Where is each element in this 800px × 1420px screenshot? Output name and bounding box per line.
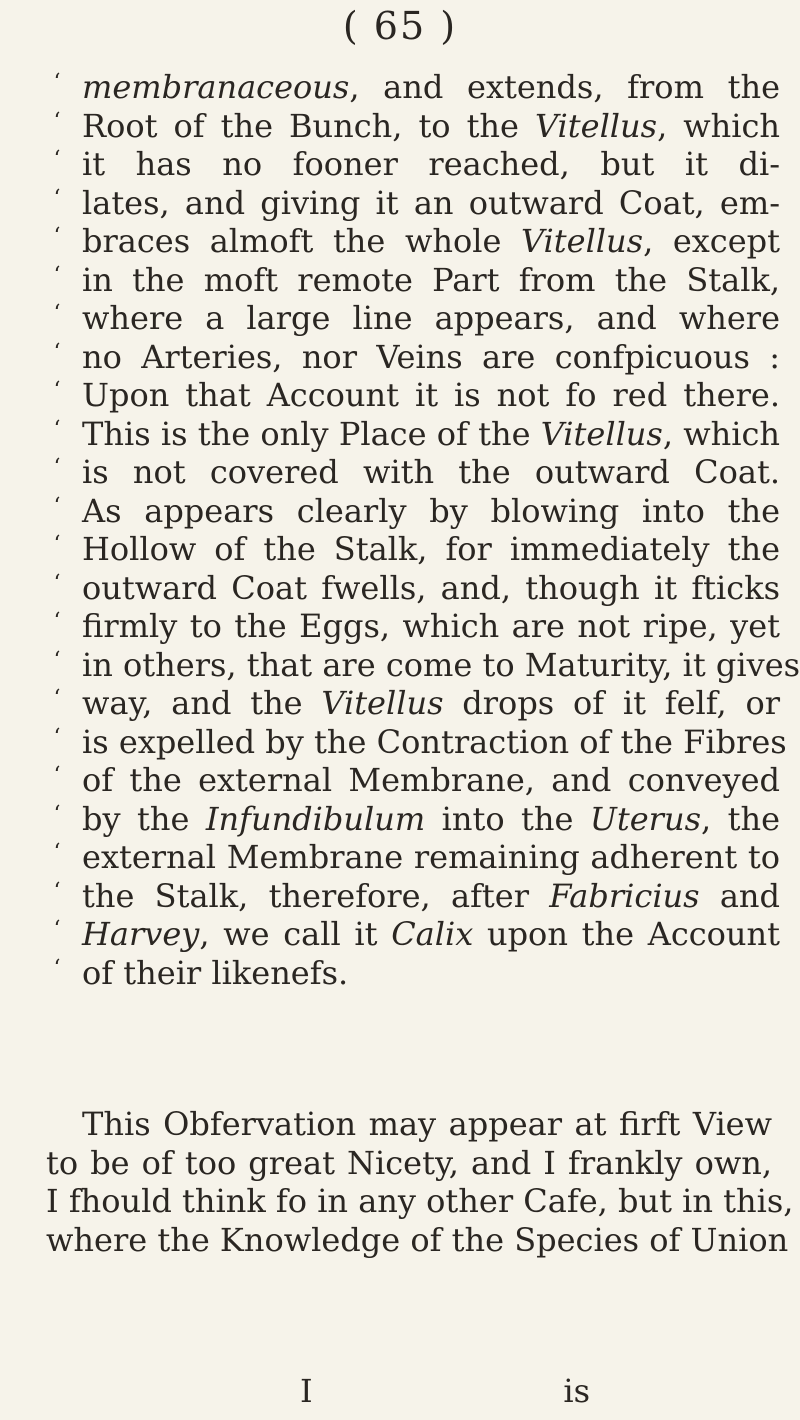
quote-line-text bbox=[82, 800, 780, 839]
text-run: Hollow of the Stalk, for immediately the bbox=[82, 530, 780, 568]
quote-line bbox=[44, 607, 780, 646]
paragraph-line bbox=[82, 1105, 772, 1144]
quote-mark: ‘ bbox=[53, 493, 61, 519]
body-paragraph bbox=[46, 1105, 794, 1259]
text-run: the Stalk, therefore, after bbox=[82, 876, 550, 915]
quote-line-text bbox=[82, 453, 780, 492]
quote-line bbox=[44, 722, 787, 762]
quote-line-text bbox=[82, 107, 780, 146]
quote-line bbox=[44, 492, 780, 531]
page-footer bbox=[300, 1372, 590, 1410]
quote-line-text bbox=[82, 761, 780, 800]
text-run: of their likenefs. bbox=[82, 953, 349, 992]
text-run: of the external Membrane, and conveyed bbox=[82, 761, 780, 799]
italic-term: Vitellus bbox=[540, 414, 663, 453]
italic-term: Vitellus bbox=[534, 106, 658, 145]
quote-line-text bbox=[82, 645, 800, 685]
quote-line bbox=[44, 838, 780, 877]
text-run: by the bbox=[82, 799, 206, 838]
quote-line-text bbox=[82, 607, 780, 646]
paragraph-line-text: I fhould think fo in any other Cafe, but in this, bbox=[46, 1182, 794, 1220]
text-run: braces almoft the whole bbox=[82, 222, 521, 260]
text-run: , which bbox=[662, 414, 781, 453]
quote-mark: ‘ bbox=[53, 185, 61, 211]
quote-mark: ‘ bbox=[53, 378, 61, 403]
quote-line-text bbox=[82, 376, 780, 415]
quote-line-text bbox=[82, 569, 780, 608]
quote-mark: ‘ bbox=[53, 878, 61, 904]
text-run: , except bbox=[643, 222, 781, 260]
text-run: it has no fooner reached, but it di- bbox=[82, 145, 780, 183]
quote-line bbox=[44, 222, 780, 261]
text-run: into the bbox=[425, 799, 590, 838]
quote-line bbox=[44, 530, 780, 569]
quote-line-text bbox=[82, 184, 780, 223]
text-run: in others, that are come to Maturity, it gives bbox=[82, 645, 800, 684]
quote-mark: ‘ bbox=[53, 686, 61, 711]
quote-line-text bbox=[82, 530, 780, 569]
quote-line bbox=[44, 684, 780, 723]
quote-line bbox=[44, 376, 780, 415]
italic-term: Fabricius bbox=[549, 876, 700, 915]
quote-mark: ‘ bbox=[53, 917, 61, 942]
quote-mark: ‘ bbox=[53, 455, 61, 480]
paragraph-line-text: This Obfervation may appear at firft View bbox=[82, 1105, 772, 1143]
text-run: lates, and giving it an outward Coat, em- bbox=[82, 183, 780, 222]
text-run: , which bbox=[657, 106, 781, 145]
quote-line bbox=[44, 645, 800, 685]
quote-line bbox=[44, 453, 780, 492]
quote-line bbox=[44, 761, 780, 800]
quote-line bbox=[44, 145, 780, 184]
quote-mark: ‘ bbox=[53, 647, 61, 673]
italic-term: Vitellus bbox=[321, 684, 444, 722]
quote-mark: ‘ bbox=[53, 532, 61, 557]
quote-line bbox=[44, 800, 780, 839]
quote-mark: ‘ bbox=[53, 339, 61, 365]
text-run: upon the Account bbox=[473, 915, 780, 953]
quote-line bbox=[44, 338, 780, 377]
text-run: , we call it bbox=[199, 915, 392, 953]
quote-mark: ‘ bbox=[53, 108, 61, 134]
quote-mark: ‘ bbox=[53, 801, 61, 827]
quoted-passage bbox=[44, 68, 800, 992]
paragraph-line-text: to be of too great Nicety, and I frankly own, bbox=[46, 1143, 772, 1182]
text-run: external Membrane remaining adherent to bbox=[82, 838, 780, 876]
text-run: outward Coat fwells, and, though it fticks bbox=[82, 568, 780, 607]
italic-term: Harvey bbox=[82, 915, 200, 953]
quote-mark: ‘ bbox=[53, 763, 61, 788]
paragraph-line-text: where the Knowledge of the Species of Union bbox=[46, 1220, 789, 1259]
quote-line bbox=[44, 415, 780, 454]
paragraph-line bbox=[46, 1220, 789, 1260]
quote-line bbox=[44, 915, 780, 954]
quote-mark: ‘ bbox=[53, 262, 61, 288]
quote-line bbox=[44, 68, 780, 107]
quote-line-text bbox=[82, 415, 780, 454]
quote-line-text bbox=[82, 722, 787, 762]
italic-term: Vitellus bbox=[520, 222, 644, 260]
quote-mark: ‘ bbox=[53, 840, 61, 865]
quote-line bbox=[44, 954, 780, 993]
text-run: firmly to the Eggs, which are not ripe, yet bbox=[82, 607, 780, 645]
text-run: and bbox=[699, 876, 781, 915]
text-run: , and extends, from the bbox=[349, 68, 780, 106]
quote-mark: ‘ bbox=[53, 224, 61, 249]
quote-line-text bbox=[82, 877, 780, 916]
quote-mark: ‘ bbox=[53, 301, 61, 326]
text-run: way, and the bbox=[82, 684, 322, 722]
quote-line bbox=[44, 877, 780, 916]
quote-line-text bbox=[82, 222, 780, 261]
text-run: drops of it felf, or bbox=[443, 684, 781, 722]
quote-mark: ‘ bbox=[53, 147, 61, 172]
quote-line bbox=[44, 107, 780, 146]
quote-mark: ‘ bbox=[53, 416, 61, 442]
quote-line-text bbox=[82, 838, 780, 877]
text-run: is expelled by the Contraction of the Fibres bbox=[82, 722, 787, 761]
italic-term: membranaceous bbox=[82, 68, 350, 106]
italic-term: Infundibulum bbox=[205, 799, 426, 838]
text-run: in the moft remote Part from the Stalk, bbox=[82, 260, 780, 299]
signature-mark: I bbox=[300, 1372, 313, 1410]
text-run: , the bbox=[700, 799, 781, 838]
quote-line-text bbox=[82, 684, 780, 723]
quote-line bbox=[44, 299, 780, 338]
paragraph-line bbox=[46, 1182, 794, 1221]
text-run: This is the only Place of the bbox=[82, 414, 541, 453]
quote-line-text bbox=[82, 261, 780, 300]
page-number: ( 65 ) bbox=[342, 4, 458, 48]
quote-line-text bbox=[82, 492, 780, 531]
quote-mark: ‘ bbox=[53, 724, 61, 750]
text-run: Root of the Bunch, to the bbox=[82, 106, 535, 145]
quote-line bbox=[44, 261, 780, 300]
quote-line bbox=[44, 184, 780, 223]
italic-term: Uterus bbox=[589, 799, 701, 838]
quote-mark: ‘ bbox=[53, 570, 61, 596]
quote-line-text bbox=[82, 338, 780, 377]
text-run: is not covered with the outward Coat. bbox=[82, 453, 780, 491]
text-run: As appears clearly by blowing into the bbox=[82, 491, 780, 530]
quote-line-text bbox=[82, 954, 780, 993]
text-run: Upon that Account it is not fo red there. bbox=[82, 376, 780, 414]
italic-term: Calix bbox=[391, 915, 474, 953]
paragraph-line bbox=[46, 1144, 772, 1183]
quote-line-text bbox=[82, 915, 780, 954]
quote-line bbox=[44, 569, 780, 608]
text-run: where a large line appears, and where bbox=[82, 299, 780, 337]
quote-line-text bbox=[82, 145, 780, 184]
quote-mark: ‘ bbox=[53, 609, 61, 634]
quote-mark: ‘ bbox=[53, 955, 61, 981]
quote-mark: ‘ bbox=[53, 70, 61, 95]
text-run: no Arteries, nor Veins are confpicuous : bbox=[82, 337, 780, 376]
quote-line-text bbox=[82, 299, 780, 338]
quote-line-text bbox=[82, 68, 780, 107]
catchword: is bbox=[563, 1372, 590, 1410]
